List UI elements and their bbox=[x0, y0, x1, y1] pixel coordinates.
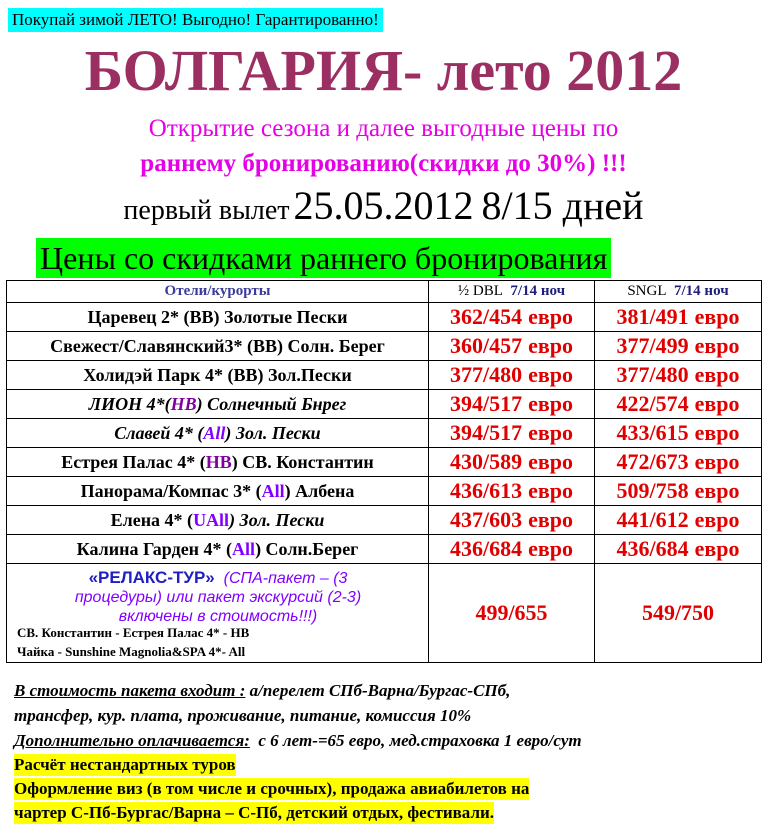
service-line-1: Расчёт нестандартных туров bbox=[14, 755, 236, 774]
board-type: All bbox=[261, 480, 285, 501]
board-type: HB bbox=[170, 393, 197, 414]
price-table bbox=[6, 280, 762, 663]
table-row bbox=[7, 361, 762, 390]
flight-label: первый вылет bbox=[123, 195, 290, 226]
dbl-price: 436/613 евро bbox=[429, 477, 595, 506]
table-row bbox=[7, 390, 762, 419]
page-title: БОЛГАРИЯ- лето 2012 bbox=[84, 38, 683, 103]
sngl-nights: 7/14 ноч bbox=[674, 283, 729, 299]
sngl-price: 472/673 евро bbox=[595, 448, 762, 477]
sngl-price: 441/612 евро bbox=[595, 506, 762, 535]
flight-date: 25.05.2012 bbox=[293, 183, 474, 228]
table-row bbox=[7, 448, 762, 477]
hotel-name: Свежест/Славянский3* (ВВ) Солн. Берег bbox=[7, 332, 429, 361]
hotel-name: Славей 4* (All) Зол. Пески bbox=[7, 419, 429, 448]
dbl-label: ½ DBL bbox=[457, 283, 503, 299]
relax-sngl-price: 549/750 bbox=[595, 564, 762, 663]
hotel-name: Калина Гарден 4* (All) Солн.Берег bbox=[7, 535, 429, 564]
relax-hotel-2: Чайка - Sunshine Magnolia&SPA 4*- All bbox=[17, 644, 246, 659]
table-row bbox=[7, 477, 762, 506]
board-type: All bbox=[203, 422, 226, 443]
includes-line-1: В стоимость пакета входит : а/перелет СПб-Варна/Бургас-СПб, bbox=[14, 681, 511, 700]
promo-banner: Покупай зимой ЛЕТО! Выгодно! Гарантированно! bbox=[8, 8, 383, 32]
table-row bbox=[7, 332, 762, 361]
hotel-name: Елена 4* (UAll) Зол. Пески bbox=[7, 506, 429, 535]
sngl-price: 377/499 евро bbox=[595, 332, 762, 361]
sngl-price: 436/684 евро bbox=[595, 535, 762, 564]
table-row bbox=[7, 419, 762, 448]
dbl-price: 430/589 евро bbox=[429, 448, 595, 477]
dbl-price: 362/454 евро bbox=[429, 303, 595, 332]
hotel-name: Панорама/Компас 3* (All) Албена bbox=[7, 477, 429, 506]
dbl-nights: 7/14 ноч bbox=[510, 283, 566, 299]
sngl-price: 422/574 евро bbox=[595, 390, 762, 419]
relax-hotel-1: СВ. Константин - Естрея Палас 4* - НВ bbox=[17, 625, 250, 640]
sngl-price: 433/615 евро bbox=[595, 419, 762, 448]
hotel-name: Царевец 2* (ВВ) Золотые Пески bbox=[7, 303, 429, 332]
includes-line-2: трансфер, кур. плата, проживание, питание, комиссия 10% bbox=[14, 706, 472, 725]
board-type: НВ bbox=[205, 451, 232, 472]
early-booking-banner: Цены со скидками раннего бронирования bbox=[36, 238, 611, 278]
relax-dbl-price: 499/655 bbox=[429, 564, 595, 663]
dbl-price: 377/480 евро bbox=[429, 361, 595, 390]
table-row bbox=[7, 506, 762, 535]
relax-tour-row bbox=[7, 564, 762, 663]
sngl-price: 509/758 евро bbox=[595, 477, 762, 506]
hotel-name: Естрея Палас 4* (НВ) СВ. Константин bbox=[7, 448, 429, 477]
dbl-price: 394/517 евро bbox=[429, 390, 595, 419]
relax-tour-name: «РЕЛАКС-ТУР» bbox=[88, 568, 215, 587]
sngl-label: SNGL bbox=[627, 283, 667, 299]
sngl-price: 381/491 евро bbox=[595, 303, 762, 332]
dbl-price: 437/603 евро bbox=[429, 506, 595, 535]
sngl-column-header bbox=[595, 281, 762, 303]
subtitle-line-2: раннему бронированию(скидки до 30%) !!! bbox=[140, 150, 627, 177]
table-row bbox=[7, 303, 762, 332]
board-type: All bbox=[232, 538, 256, 559]
dbl-price: 360/457 евро bbox=[429, 332, 595, 361]
service-line-2: Оформление виз (в том числе и срочных), продажа авиабилетов на bbox=[14, 779, 530, 798]
relax-tour-cell bbox=[7, 564, 429, 663]
sngl-price: 377/480 евро bbox=[595, 361, 762, 390]
subtitle-line-1: Открытие сезона и далее выгодные цены по bbox=[148, 115, 619, 142]
hotel-name: ЛИОН 4*(HB) Солнечный Бнрег bbox=[7, 390, 429, 419]
table-row bbox=[7, 535, 762, 564]
table-header bbox=[7, 281, 762, 303]
relax-tour-description: «РЕЛАКС-ТУР» (СПА-пакет – (3 процедуры) или пакет экскурсий (2-3) включены в стоимость!!!) bbox=[74, 568, 362, 625]
hotels-column-header: Отели/курорты bbox=[7, 281, 429, 303]
first-flight-info bbox=[0, 182, 767, 239]
board-type: UAll bbox=[193, 509, 230, 530]
flight-duration: 8/15 дней bbox=[481, 183, 644, 228]
dbl-price: 436/684 евро bbox=[429, 535, 595, 564]
dbl-column-header bbox=[429, 281, 595, 303]
extra-payment-line: Дополнительно оплачивается: с 6 лет-=65 евро, мед.страховка 1 евро/сут bbox=[14, 731, 582, 750]
service-line-3: чартер С-Пб-Бургас/Варна – С-Пб, детский отдых, фестивали. bbox=[14, 803, 495, 822]
hotel-name: Холидэй Парк 4* (ВВ) Зол.Пески bbox=[7, 361, 429, 390]
dbl-price: 394/517 евро bbox=[429, 419, 595, 448]
